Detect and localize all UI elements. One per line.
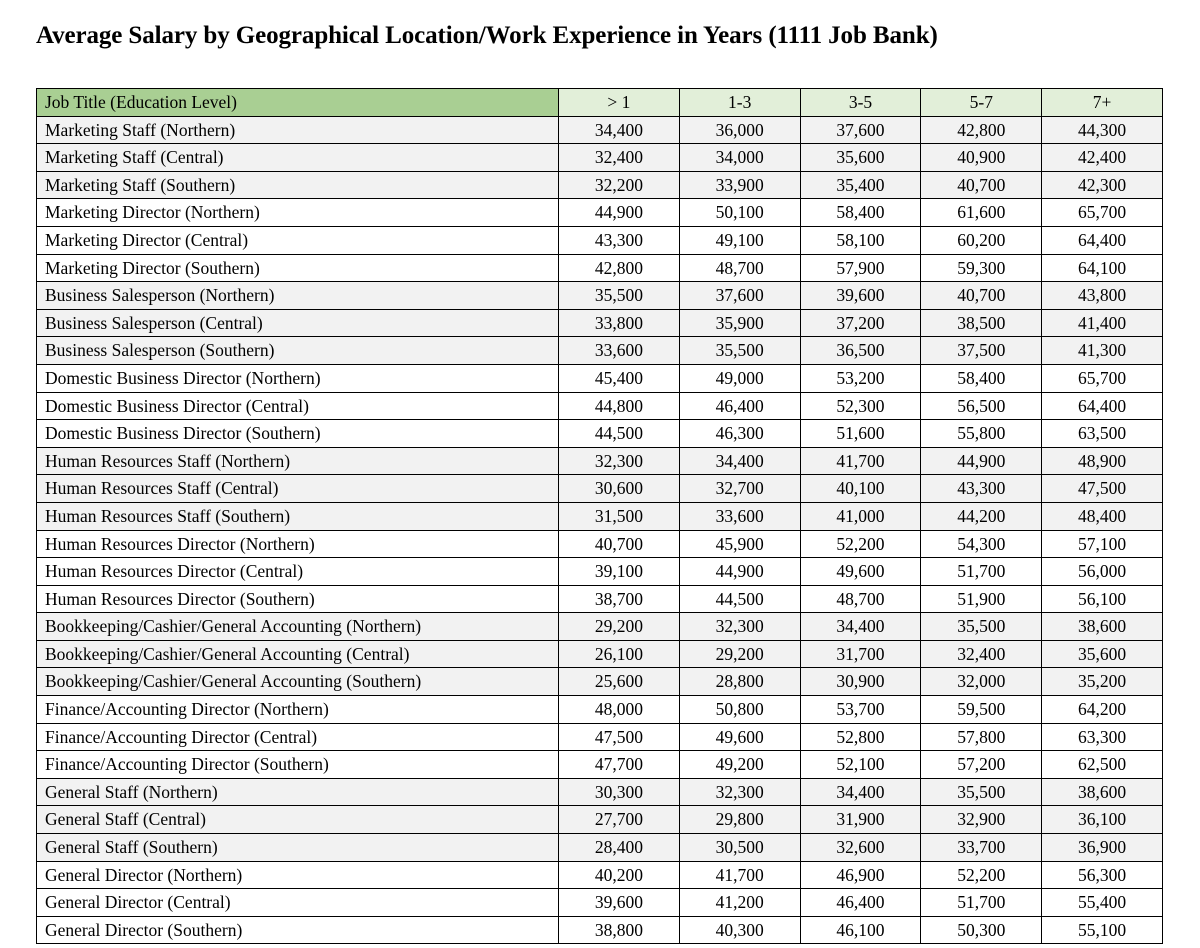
- cell-job-title: General Director (Southern): [37, 916, 559, 944]
- cell-salary: 35,500: [921, 778, 1042, 806]
- cell-salary: 46,400: [679, 392, 800, 420]
- column-header-experience-4: 7+: [1042, 89, 1163, 117]
- cell-salary: 52,200: [921, 861, 1042, 889]
- cell-salary: 35,600: [1042, 640, 1163, 668]
- table-row: [37, 309, 1163, 337]
- cell-salary: 48,700: [679, 254, 800, 282]
- cell-job-title: Business Salesperson (Northern): [37, 282, 559, 310]
- salary-table: [36, 88, 1163, 944]
- cell-salary: 41,700: [800, 447, 921, 475]
- cell-salary: 32,600: [800, 834, 921, 862]
- cell-salary: 46,300: [679, 420, 800, 448]
- cell-salary: 50,800: [679, 696, 800, 724]
- cell-salary: 38,700: [559, 585, 680, 613]
- cell-salary: 30,900: [800, 668, 921, 696]
- cell-salary: 36,000: [679, 116, 800, 144]
- cell-salary: 40,700: [921, 171, 1042, 199]
- cell-salary: 59,300: [921, 254, 1042, 282]
- cell-job-title: Human Resources Director (Central): [37, 558, 559, 586]
- table-row: [37, 558, 1163, 586]
- cell-salary: 59,500: [921, 696, 1042, 724]
- cell-salary: 35,500: [921, 613, 1042, 641]
- table-row: [37, 502, 1163, 530]
- cell-salary: 41,300: [1042, 337, 1163, 365]
- cell-salary: 47,700: [559, 751, 680, 779]
- table-row: [37, 778, 1163, 806]
- cell-salary: 44,200: [921, 502, 1042, 530]
- cell-salary: 44,900: [921, 447, 1042, 475]
- cell-salary: 46,400: [800, 889, 921, 917]
- cell-salary: 42,800: [921, 116, 1042, 144]
- cell-salary: 56,100: [1042, 585, 1163, 613]
- cell-salary: 34,400: [679, 447, 800, 475]
- table-row: [37, 226, 1163, 254]
- cell-salary: 43,800: [1042, 282, 1163, 310]
- salary-table-container: [36, 88, 1162, 944]
- table-row: [37, 144, 1163, 172]
- cell-salary: 40,900: [921, 144, 1042, 172]
- cell-salary: 39,100: [559, 558, 680, 586]
- table-row: [37, 392, 1163, 420]
- cell-job-title: Human Resources Staff (Central): [37, 475, 559, 503]
- cell-job-title: Bookkeeping/Cashier/General Accounting (Southern): [37, 668, 559, 696]
- table-row: [37, 806, 1163, 834]
- cell-salary: 42,400: [1042, 144, 1163, 172]
- table-row: [37, 861, 1163, 889]
- cell-salary: 47,500: [559, 723, 680, 751]
- cell-salary: 40,200: [559, 861, 680, 889]
- cell-job-title: Finance/Accounting Director (Southern): [37, 751, 559, 779]
- cell-salary: 44,500: [679, 585, 800, 613]
- cell-salary: 34,400: [800, 778, 921, 806]
- cell-salary: 56,500: [921, 392, 1042, 420]
- cell-salary: 51,900: [921, 585, 1042, 613]
- cell-salary: 48,900: [1042, 447, 1163, 475]
- cell-salary: 52,200: [800, 530, 921, 558]
- cell-salary: 44,300: [1042, 116, 1163, 144]
- cell-salary: 52,300: [800, 392, 921, 420]
- table-row: [37, 447, 1163, 475]
- cell-salary: 64,400: [1042, 226, 1163, 254]
- cell-salary: 25,600: [559, 668, 680, 696]
- cell-salary: 37,600: [800, 116, 921, 144]
- cell-salary: 32,900: [921, 806, 1042, 834]
- cell-salary: 48,000: [559, 696, 680, 724]
- cell-salary: 32,000: [921, 668, 1042, 696]
- cell-job-title: Finance/Accounting Director (Central): [37, 723, 559, 751]
- cell-salary: 33,600: [559, 337, 680, 365]
- cell-salary: 51,700: [921, 889, 1042, 917]
- cell-salary: 63,300: [1042, 723, 1163, 751]
- cell-job-title: Human Resources Staff (Southern): [37, 502, 559, 530]
- cell-salary: 35,200: [1042, 668, 1163, 696]
- cell-salary: 35,500: [559, 282, 680, 310]
- cell-salary: 30,500: [679, 834, 800, 862]
- cell-job-title: Marketing Director (Central): [37, 226, 559, 254]
- cell-salary: 32,300: [559, 447, 680, 475]
- cell-job-title: Bookkeeping/Cashier/General Accounting (Northern): [37, 613, 559, 641]
- cell-salary: 33,900: [679, 171, 800, 199]
- cell-salary: 48,700: [800, 585, 921, 613]
- cell-salary: 35,900: [679, 309, 800, 337]
- cell-salary: 41,200: [679, 889, 800, 917]
- table-row: [37, 751, 1163, 779]
- cell-salary: 35,500: [679, 337, 800, 365]
- cell-salary: 41,000: [800, 502, 921, 530]
- cell-salary: 44,500: [559, 420, 680, 448]
- cell-job-title: Marketing Director (Southern): [37, 254, 559, 282]
- table-row: [37, 723, 1163, 751]
- cell-salary: 38,500: [921, 309, 1042, 337]
- table-row: [37, 116, 1163, 144]
- cell-salary: 40,100: [800, 475, 921, 503]
- cell-salary: 27,700: [559, 806, 680, 834]
- cell-job-title: Human Resources Staff (Northern): [37, 447, 559, 475]
- cell-salary: 45,900: [679, 530, 800, 558]
- table-row: [37, 585, 1163, 613]
- table-row: [37, 364, 1163, 392]
- cell-salary: 29,200: [679, 640, 800, 668]
- table-row: [37, 889, 1163, 917]
- cell-salary: 42,800: [559, 254, 680, 282]
- cell-salary: 55,400: [1042, 889, 1163, 917]
- cell-salary: 43,300: [559, 226, 680, 254]
- column-header-experience-1: 1-3: [679, 89, 800, 117]
- cell-salary: 43,300: [921, 475, 1042, 503]
- cell-job-title: Marketing Staff (Northern): [37, 116, 559, 144]
- cell-job-title: Finance/Accounting Director (Northern): [37, 696, 559, 724]
- cell-salary: 57,200: [921, 751, 1042, 779]
- column-header-experience-2: 3-5: [800, 89, 921, 117]
- cell-salary: 37,600: [679, 282, 800, 310]
- cell-salary: 26,100: [559, 640, 680, 668]
- cell-salary: 60,200: [921, 226, 1042, 254]
- cell-salary: 64,400: [1042, 392, 1163, 420]
- cell-salary: 28,400: [559, 834, 680, 862]
- header-row: [37, 89, 1163, 117]
- cell-job-title: Bookkeeping/Cashier/General Accounting (Central): [37, 640, 559, 668]
- cell-salary: 35,600: [800, 144, 921, 172]
- cell-salary: 49,100: [679, 226, 800, 254]
- table-row: [37, 916, 1163, 944]
- cell-salary: 32,700: [679, 475, 800, 503]
- cell-salary: 58,400: [921, 364, 1042, 392]
- cell-salary: 56,000: [1042, 558, 1163, 586]
- table-body: [37, 116, 1163, 944]
- cell-salary: 36,900: [1042, 834, 1163, 862]
- cell-job-title: Human Resources Director (Southern): [37, 585, 559, 613]
- cell-salary: 55,100: [1042, 916, 1163, 944]
- cell-salary: 49,000: [679, 364, 800, 392]
- table-row: [37, 254, 1163, 282]
- cell-salary: 44,800: [559, 392, 680, 420]
- cell-salary: 50,100: [679, 199, 800, 227]
- cell-salary: 38,600: [1042, 613, 1163, 641]
- cell-salary: 58,400: [800, 199, 921, 227]
- cell-salary: 61,600: [921, 199, 1042, 227]
- cell-job-title: General Director (Central): [37, 889, 559, 917]
- cell-salary: 44,900: [559, 199, 680, 227]
- cell-salary: 51,700: [921, 558, 1042, 586]
- cell-job-title: Domestic Business Director (Southern): [37, 420, 559, 448]
- cell-salary: 54,300: [921, 530, 1042, 558]
- cell-salary: 40,700: [921, 282, 1042, 310]
- cell-salary: 33,800: [559, 309, 680, 337]
- column-header-job-title: Job Title (Education Level): [37, 89, 559, 117]
- column-header-experience-0: > 1: [559, 89, 680, 117]
- cell-salary: 36,500: [800, 337, 921, 365]
- cell-salary: 56,300: [1042, 861, 1163, 889]
- cell-job-title: Domestic Business Director (Central): [37, 392, 559, 420]
- table-row: [37, 696, 1163, 724]
- cell-salary: 57,100: [1042, 530, 1163, 558]
- table-row: [37, 337, 1163, 365]
- cell-salary: 31,700: [800, 640, 921, 668]
- cell-job-title: Marketing Staff (Southern): [37, 171, 559, 199]
- cell-salary: 34,000: [679, 144, 800, 172]
- cell-salary: 62,500: [1042, 751, 1163, 779]
- cell-salary: 53,200: [800, 364, 921, 392]
- page-title: Average Salary by Geographical Location/Work Experience in Years (1111 Job Bank): [36, 22, 938, 49]
- cell-job-title: Business Salesperson (Central): [37, 309, 559, 337]
- table-row: [37, 613, 1163, 641]
- cell-salary: 57,900: [800, 254, 921, 282]
- cell-salary: 38,600: [1042, 778, 1163, 806]
- cell-salary: 33,600: [679, 502, 800, 530]
- cell-salary: 39,600: [559, 889, 680, 917]
- cell-salary: 38,800: [559, 916, 680, 944]
- cell-salary: 40,700: [559, 530, 680, 558]
- cell-salary: 50,300: [921, 916, 1042, 944]
- cell-salary: 32,300: [679, 613, 800, 641]
- cell-salary: 34,400: [559, 116, 680, 144]
- cell-salary: 63,500: [1042, 420, 1163, 448]
- cell-salary: 64,100: [1042, 254, 1163, 282]
- cell-salary: 30,600: [559, 475, 680, 503]
- cell-salary: 37,200: [800, 309, 921, 337]
- cell-salary: 32,400: [559, 144, 680, 172]
- cell-salary: 48,400: [1042, 502, 1163, 530]
- cell-salary: 45,400: [559, 364, 680, 392]
- cell-salary: 30,300: [559, 778, 680, 806]
- table-row: [37, 475, 1163, 503]
- cell-job-title: General Staff (Northern): [37, 778, 559, 806]
- cell-salary: 65,700: [1042, 364, 1163, 392]
- cell-salary: 31,900: [800, 806, 921, 834]
- cell-salary: 55,800: [921, 420, 1042, 448]
- table-header: [37, 89, 1163, 117]
- cell-salary: 29,200: [559, 613, 680, 641]
- table-row: [37, 171, 1163, 199]
- cell-salary: 28,800: [679, 668, 800, 696]
- cell-salary: 49,600: [679, 723, 800, 751]
- cell-salary: 65,700: [1042, 199, 1163, 227]
- cell-salary: 46,900: [800, 861, 921, 889]
- table-row: [37, 530, 1163, 558]
- cell-salary: 40,300: [679, 916, 800, 944]
- cell-salary: 37,500: [921, 337, 1042, 365]
- cell-salary: 49,600: [800, 558, 921, 586]
- cell-salary: 29,800: [679, 806, 800, 834]
- cell-salary: 51,600: [800, 420, 921, 448]
- cell-salary: 42,300: [1042, 171, 1163, 199]
- cell-salary: 41,400: [1042, 309, 1163, 337]
- cell-job-title: Business Salesperson (Southern): [37, 337, 559, 365]
- table-row: [37, 834, 1163, 862]
- cell-salary: 44,900: [679, 558, 800, 586]
- cell-salary: 32,200: [559, 171, 680, 199]
- cell-salary: 39,600: [800, 282, 921, 310]
- cell-salary: 53,700: [800, 696, 921, 724]
- table-row: [37, 668, 1163, 696]
- cell-salary: 35,400: [800, 171, 921, 199]
- cell-job-title: Domestic Business Director (Northern): [37, 364, 559, 392]
- cell-job-title: Marketing Staff (Central): [37, 144, 559, 172]
- column-header-experience-3: 5-7: [921, 89, 1042, 117]
- cell-job-title: Marketing Director (Northern): [37, 199, 559, 227]
- cell-salary: 49,200: [679, 751, 800, 779]
- table-row: [37, 420, 1163, 448]
- cell-salary: 36,100: [1042, 806, 1163, 834]
- cell-salary: 46,100: [800, 916, 921, 944]
- table-row: [37, 199, 1163, 227]
- table-row: [37, 640, 1163, 668]
- cell-salary: 31,500: [559, 502, 680, 530]
- cell-salary: 58,100: [800, 226, 921, 254]
- cell-salary: 41,700: [679, 861, 800, 889]
- table-row: [37, 282, 1163, 310]
- cell-salary: 33,700: [921, 834, 1042, 862]
- cell-job-title: Human Resources Director (Northern): [37, 530, 559, 558]
- cell-salary: 47,500: [1042, 475, 1163, 503]
- cell-salary: 32,400: [921, 640, 1042, 668]
- cell-job-title: General Director (Northern): [37, 861, 559, 889]
- cell-job-title: General Staff (Central): [37, 806, 559, 834]
- cell-salary: 52,800: [800, 723, 921, 751]
- cell-salary: 57,800: [921, 723, 1042, 751]
- cell-salary: 34,400: [800, 613, 921, 641]
- cell-salary: 64,200: [1042, 696, 1163, 724]
- cell-salary: 52,100: [800, 751, 921, 779]
- cell-salary: 32,300: [679, 778, 800, 806]
- cell-job-title: General Staff (Southern): [37, 834, 559, 862]
